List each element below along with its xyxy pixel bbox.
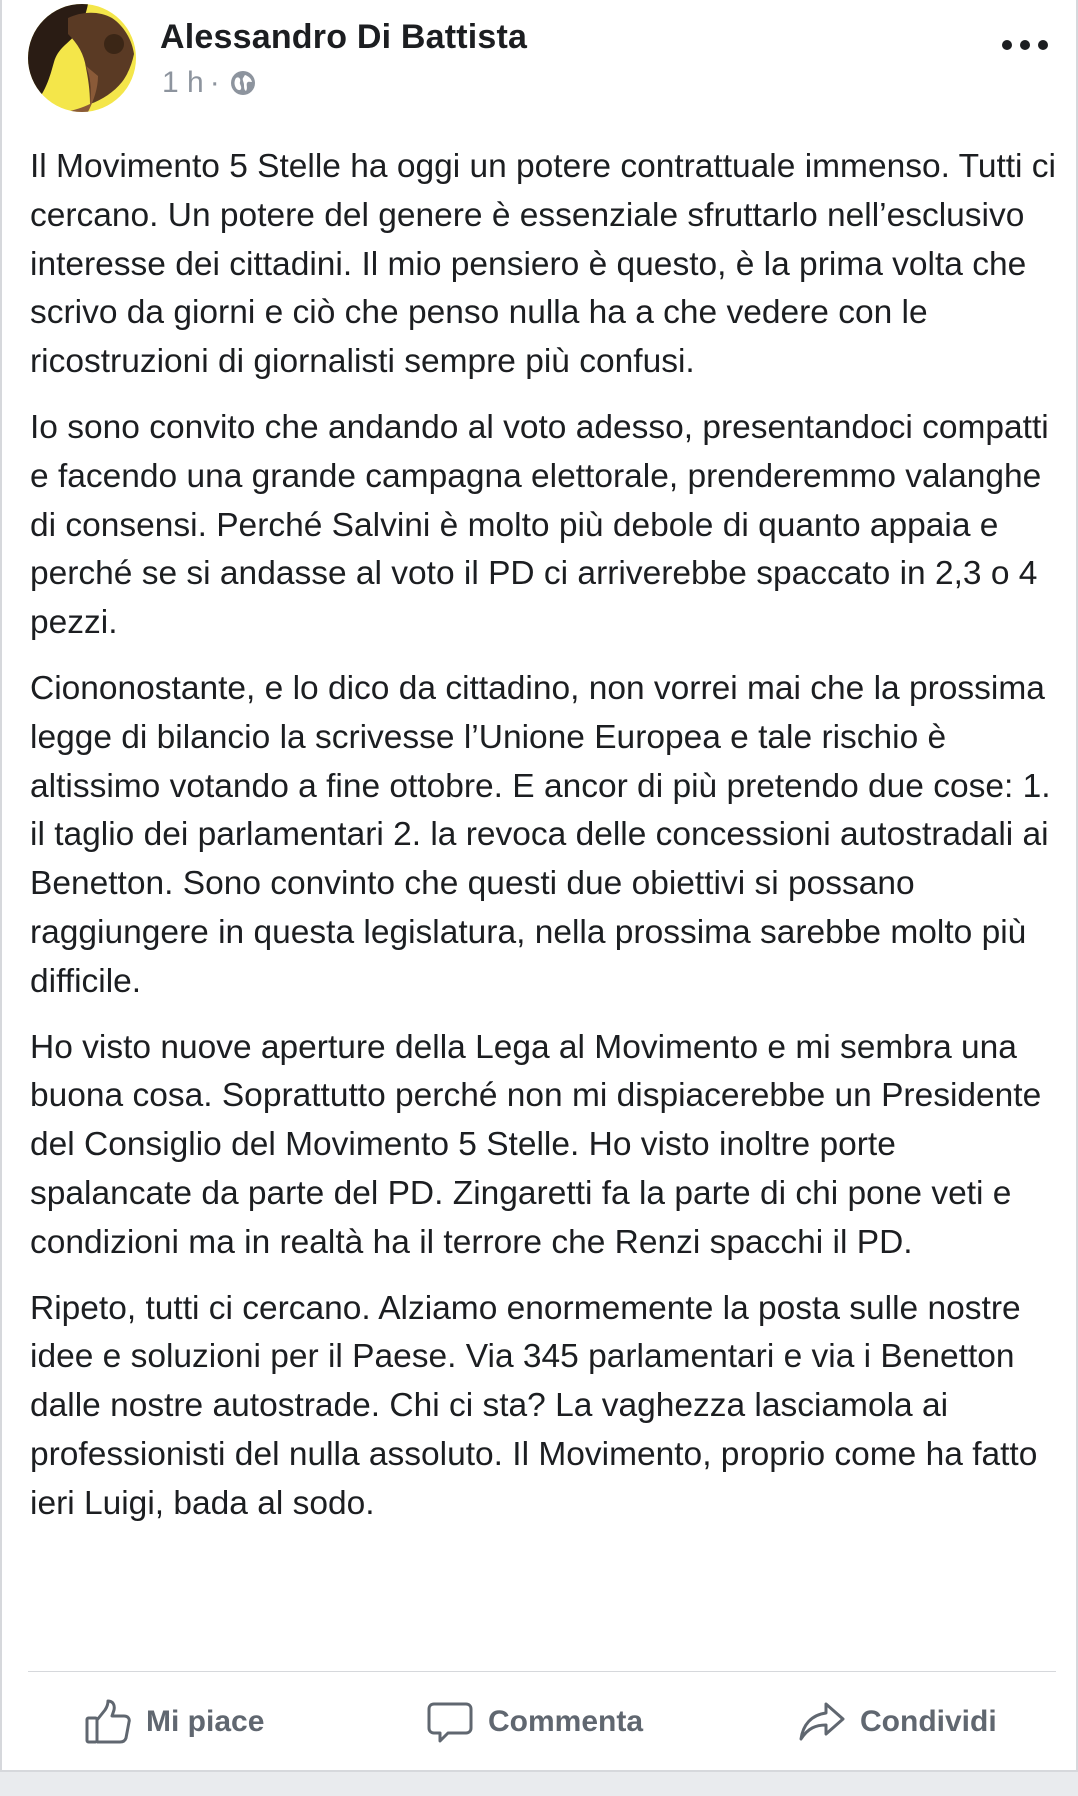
author-name[interactable]: Alessandro Di Battista [160,18,528,56]
thumbs-up-icon [84,1698,132,1746]
comment-label: Commenta [488,1705,644,1738]
post-paragraph: Ho visto nuove aperture della Lega al Movimento e mi sembra una buona cosa. Soprattutto perché non mi dispiacerebbe un Presidente del Consiglio del Movimento 5 Stelle. Ho visto inoltre porte spalancate da parte del PD. Zingaretti fa la parte di chi pone veti e condizioni ma in realtà ha il terrore che Renzi spacchi il PD. [30,1028,1042,1261]
comment-bubble-icon [426,1698,474,1746]
post-actions-bar [2,1690,1078,1754]
like-label: Mi piace [146,1705,265,1738]
post-paragraph: Ripeto, tutti ci cercano. Alziamo enormemente la posta sulle nostre idee e soluzioni per il Paese. Via 345 parlamentari e via i Benetton dalle nostre autostrade. Chi ci sta? La vaghezza lasciamola ai professionisti del nulla assoluto. Il Movimento, proprio come ha fatto ieri Luigi, bada al sodo. [30,1289,1038,1522]
actions-divider [28,1671,1056,1672]
post-meta [162,66,256,100]
like-button[interactable] [84,1690,264,1754]
feed-separator [0,1770,1078,1796]
post-time[interactable]: 1 h [162,66,204,99]
meta-separator: · [209,66,220,99]
share-button[interactable] [798,1690,997,1754]
post-header [28,4,1048,114]
more-dot [1038,40,1048,50]
globe-icon [230,70,256,96]
more-options-icon[interactable] [1002,38,1048,52]
feed-separator-edge [0,1770,1078,1772]
post-body [30,143,1060,1546]
more-dot [1020,40,1030,50]
post-paragraph: Io sono convito che andando al voto adesso, presentandoci compatti e facendo una grande campagna elettorale, prenderemmo valanghe di consensi. Perché Salvini è molto più debole di quanto appaia e perché se si andasse al voto il PD ci arriverebbe spaccato in 2,3 o 4 pezzi. [30,408,1049,642]
more-dot [1002,40,1012,50]
share-arrow-icon [798,1698,846,1746]
avatar-image [28,4,136,112]
post-paragraph: Il Movimento 5 Stelle ha oggi un potere contrattuale immenso. Tutti ci cercano. Un potere del genere è essenziale sfruttarlo nell’esclusivo interesse dei cittadini. Il mio pensiero è questo, è la prima volta che scrivo da giorni e ciò che penso nulla ha a che vedere con le ricostruzioni di giornalisti sempre più confusi. [30,148,1057,381]
author-avatar[interactable] [28,4,136,112]
comment-button[interactable] [426,1690,643,1754]
share-label: Condividi [860,1705,997,1738]
post-paragraph: Ciononostante, e lo dico da cittadino, non vorrei mai che la prossima legge di bilancio la scrivesse l’Unione Europea e tale rischio è altissimo votando a fine ottobre. E ancor di più pretendo due cose: 1. il taglio dei parlamentari 2. la revoca delle concessioni autostradali ai Benetton. Sono convinto che questi due obiettivi si possano raggiungere in questa legislatura, nella prossima sarebbe molto più difficile. [30,669,1051,1000]
